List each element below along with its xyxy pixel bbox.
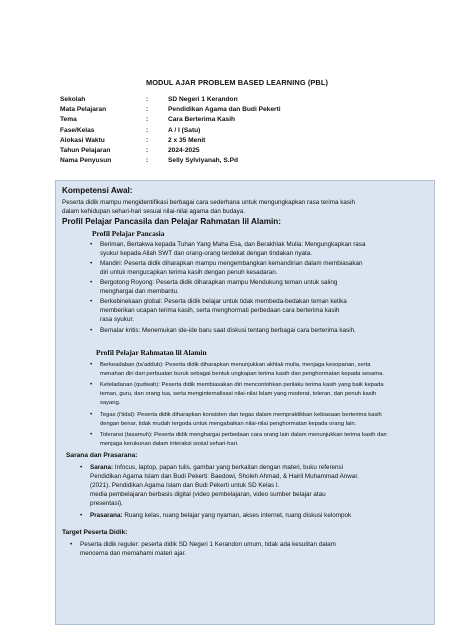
target-heading: Target Peserta Didik: bbox=[62, 529, 128, 536]
info-row-fase: Fase/Kelas : A / I (Satu) bbox=[60, 126, 201, 134]
rahmatan-item-cont: dengan benar, tidak mudah tergoda untuk mengabaikan nilai-nilai penghormatan kepada orang lain. bbox=[100, 421, 357, 427]
pancasila-item: • Bergotong Royong: Peserta didik diharapkan mampu Mendukung teman untuk saling bbox=[100, 279, 337, 287]
prasarana-item: • Prasarana: Ruang kelas, ruang belajar yang nyaman, akses internet, ruang diskusi kelompok bbox=[90, 512, 351, 520]
profil-heading: Profil Pelajar Pancasila dan Pelajar Rahmatan lil Alamin: bbox=[62, 217, 282, 226]
rahmatan-item-cont: teman, guru, dan orang tua, serta menginternalisasi nilai-nilai Islam yang moderat, toleran, dan penuh kasih bbox=[100, 391, 377, 397]
pancasila-item: • Mandiri: Peserta didik diharapkan mampu mengembangkan kemandirian dalam membiasakan bbox=[100, 260, 363, 268]
info-row-tema: Tema : Cara Berterima Kasih bbox=[60, 116, 236, 124]
rahmatan-item: • Tegas (i'tidal): Peserta didik diharapkan konsisten dan tegas dalam mempraktikkan kebiasaan berterima kasih bbox=[100, 411, 382, 419]
content-box bbox=[55, 180, 435, 625]
rahmatan-item: • Toleransi (tasamuh): Peserta didik menghargai perbedaan cara orang lain dalam menunjukkan terima kasih dan bbox=[100, 431, 387, 439]
pancasila-item: • Berkebinekaan global: Peserta didik belajar untuk tidak membeda-bedakan teman ketika bbox=[100, 298, 347, 306]
info-row-sekolah: Sekolah : SD Negeri 1 Kerandon bbox=[60, 96, 238, 103]
sarana-item-cont: (2021). Pendidikan Agama Islam dan Budi Pekerti untuk SD Kelas I. bbox=[90, 482, 280, 489]
sarana-item-cont: Pendidikan Agama Islam dan Budi Pekerti: Baedowi, Sholeh Ahmad, & Hairil Muhammad Anwar. bbox=[90, 473, 359, 480]
pancasila-item-cont: diri untuk mengucapkan terima kasih dengan penuh kesadaran. bbox=[100, 269, 278, 276]
rahmatan-item-cont: menjaga kerukunan dalam interaksi sosial sehari-hari. bbox=[100, 441, 239, 447]
kompetensi-text: Peserta didik mampu mengidentifikasi berbagai cara sederhana untuk mengungkapkan rasa terima kasih bbox=[62, 199, 355, 206]
rahmatan-item-cont: sayang. bbox=[100, 400, 121, 406]
rahmatan-item: • Berkeadaban (ta'addub): Peserta didik diharapkan menunjukkan akhlak mulia, menjaga kesopanan, serta bbox=[100, 361, 371, 369]
target-item-cont: mencerna dan memahami materi ajar. bbox=[80, 550, 187, 557]
rahmatan-item: • Keteladanan (qudwah): Peserta didik membiasakan diri mencontohkan perilaku terima kasih yang baik kepada bbox=[100, 381, 384, 389]
info-row-penyusun: Nama Penyusun : Selly Sylviyanah, S.Pd bbox=[60, 157, 239, 165]
pancasila-item-cont: memberikan ucapan terima kasih, serta menghormati perbedaan cara berterima kasih bbox=[100, 307, 340, 314]
kompetensi-heading: Kompetensi Awal: bbox=[62, 186, 133, 195]
sarana-item: • Sarana: Infocus, laptop, papan tulis, gambar yang berkaitan dengan materi, buku referensi bbox=[90, 464, 343, 472]
rahmatan-item-cont: menahan diri dari perbuatan buruk sebagai bentuk ungkapan terima kasih dan penghormatan kepada sesama. bbox=[100, 371, 384, 377]
rahmatan-heading: Profil Pelajar Rahmatan lil Alamin bbox=[96, 348, 207, 357]
info-row-alokasi: Alokasi Waktu : 2 x 35 Menit bbox=[60, 136, 206, 144]
pancasila-item-cont: syukur kepada Allah SWT dan orang-orang terdekat dengan tindakan nyata. bbox=[100, 250, 313, 257]
sarana-item-cont: presentasi). bbox=[90, 500, 123, 507]
pancasila-item: • Beriman, Bertakwa kepada Tuhan Yang Maha Esa, dan Berakhlak Mulia: Mengungkapkan rasa bbox=[100, 241, 365, 249]
pancasila-item-cont: menghargai dan membantu. bbox=[100, 288, 179, 295]
pancasila-heading: Profil Pelajar Pancasia bbox=[92, 229, 165, 238]
identity-table bbox=[60, 95, 281, 166]
pancasila-item-cont: rasa syukur. bbox=[100, 316, 134, 323]
kompetensi-text: dalam kehidupan sehari-hari sesuai nilai-nilai agama dan budaya. bbox=[62, 208, 246, 215]
sarana-heading: Sarana dan Prasarana: bbox=[66, 452, 138, 459]
info-row-mapel: Mata Pelajaran : Pendidikan Agama dan Budi Pekerti bbox=[60, 106, 281, 114]
document-title: MODUL AJAR PROBLEM BASED LEARNING (PBL) bbox=[145, 78, 329, 87]
info-row-tahun: Tahun Pelajaran : 2024-2025 bbox=[60, 146, 200, 154]
sarana-item-cont: media pembelajaran berbasis digital (video pembelajaran, video sumber belajar atau bbox=[90, 491, 326, 498]
target-item: • Peserta didik reguler: peserta didik SD Negeri 1 Kerandon umum, tidak ada kesulitan dalam bbox=[80, 541, 336, 549]
pancasila-item: • Bernalar kritis: Menemukan ide-ide baru saat diskusi tentang berbagai cara berterima kasih. bbox=[100, 327, 356, 335]
